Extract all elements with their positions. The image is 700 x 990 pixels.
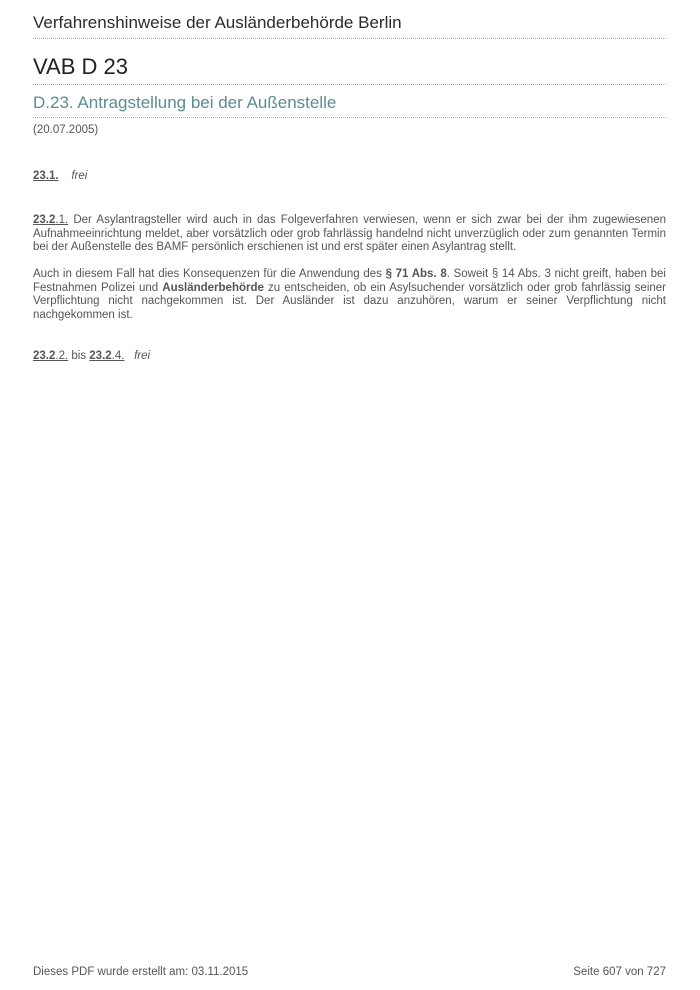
paragraph-text: Der Asylantragsteller wird auch in das Folgeverfahren verwiesen, wenn er sich zwar bei der ihm zugewiesenen Aufnahmeeinrichtung meldet, aber vorsätzlich oder grob fahrlässig handelnd nicht unverzüglich oder zum genannten Termin bei der Außenstelle des BAMF persönlich erschienen ist und erst später einen Asylantrag stellt. <box>33 214 666 254</box>
document-date: (20.07.2005) <box>33 124 99 136</box>
frei-text: frei <box>134 350 151 362</box>
section-number-link[interactable]: 23.2.2. <box>33 350 69 362</box>
section-number-link[interactable]: 23.1. <box>33 170 59 182</box>
paragraph-consequences: Auch in diesem Fall hat dies Konsequenzen für die Anwendung des § 71 Abs. 8. Soweit § 14 Abs. 3 nicht greift, haben bei Festnahmen Polizei und Ausländerbehörde zu entscheiden, ob ein Asylsuchender vorsätzlich oder grob fahrlässig seiner Verpflichtung nicht nachgekommen ist. Der Ausländer ist dazu anzuhören, warum er seiner Verpflichtung nicht nachgekommen ist. <box>33 268 667 321</box>
footer-created-date: Dieses PDF wurde erstellt am: 03.11.2015 <box>33 966 249 978</box>
legal-reference: § 71 Abs. 8 <box>385 268 447 280</box>
paragraph-23-2-1 <box>33 214 666 255</box>
section-number-link[interactable]: 23.2.4. <box>89 350 125 362</box>
vab-title: VAB D 23 <box>33 54 666 85</box>
section-number-link[interactable]: 23.2.1. <box>33 214 69 226</box>
authority-name: Ausländerbehörde <box>162 281 264 294</box>
section-title: D.23. Antragstellung bei der Außenstelle <box>33 93 666 118</box>
paragraph-23-2-2-to-4: 23.2.2. bis 23.2.4. frei <box>33 350 151 362</box>
footer-page-number: Seite 607 von 727 <box>573 966 666 978</box>
frei-text: frei <box>71 170 88 182</box>
paragraph-23-1 <box>33 170 666 184</box>
document-header: Verfahrenshinweise der Ausländerbehörde Berlin <box>33 13 666 39</box>
